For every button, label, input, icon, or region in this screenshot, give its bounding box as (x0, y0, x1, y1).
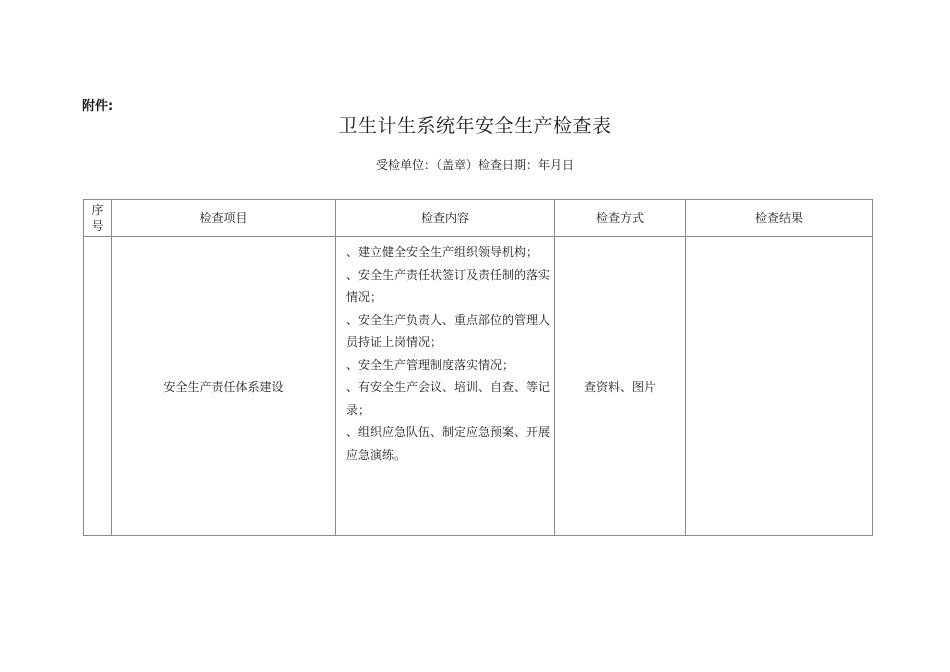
cell-result (686, 237, 873, 536)
table-row (84, 237, 873, 536)
content-item: 、安全生产管理制度落实情况； (346, 357, 515, 372)
content-item: 、有安全生产会议、培训、自查、等记录； (346, 380, 551, 417)
header-seq-top: 序 (91, 203, 104, 217)
cell-content (336, 237, 555, 536)
inspected-unit-label: 受检单位： (375, 158, 436, 172)
content-item: 、安全生产责任状签订及责任制的落实情况； (346, 267, 551, 304)
cell-item: 安全生产责任体系建设 (112, 237, 336, 536)
document-title: 卫生计生系统年安全生产检查表 (338, 115, 612, 137)
cell-method: 查资料、图片 (555, 237, 686, 536)
header-method: 检查方式 (555, 200, 686, 237)
header-result: 检查结果 (686, 200, 873, 237)
header-seq (84, 200, 112, 237)
inspection-table (83, 199, 873, 536)
header-content: 检查内容 (336, 200, 555, 237)
attachment-label: 附件: (82, 99, 114, 114)
inspection-date-label: 检查日期：年月日 (478, 158, 575, 172)
seal-label: （盖章） (435, 158, 478, 172)
header-item: 检查项目 (112, 200, 336, 237)
content-item: 、组织应急队伍、制定应急预案、开展应急演练。 (346, 425, 551, 462)
header-seq-bottom: 号 (91, 219, 104, 233)
table-header-row (84, 200, 873, 237)
content-item: 、安全生产负责人、重点部位的管理人员持证上岗情况； (346, 312, 551, 349)
content-item: 、建立健全安全生产组织领导机构； (346, 245, 539, 259)
subtitle-line (0, 157, 950, 173)
cell-seq (84, 237, 112, 536)
